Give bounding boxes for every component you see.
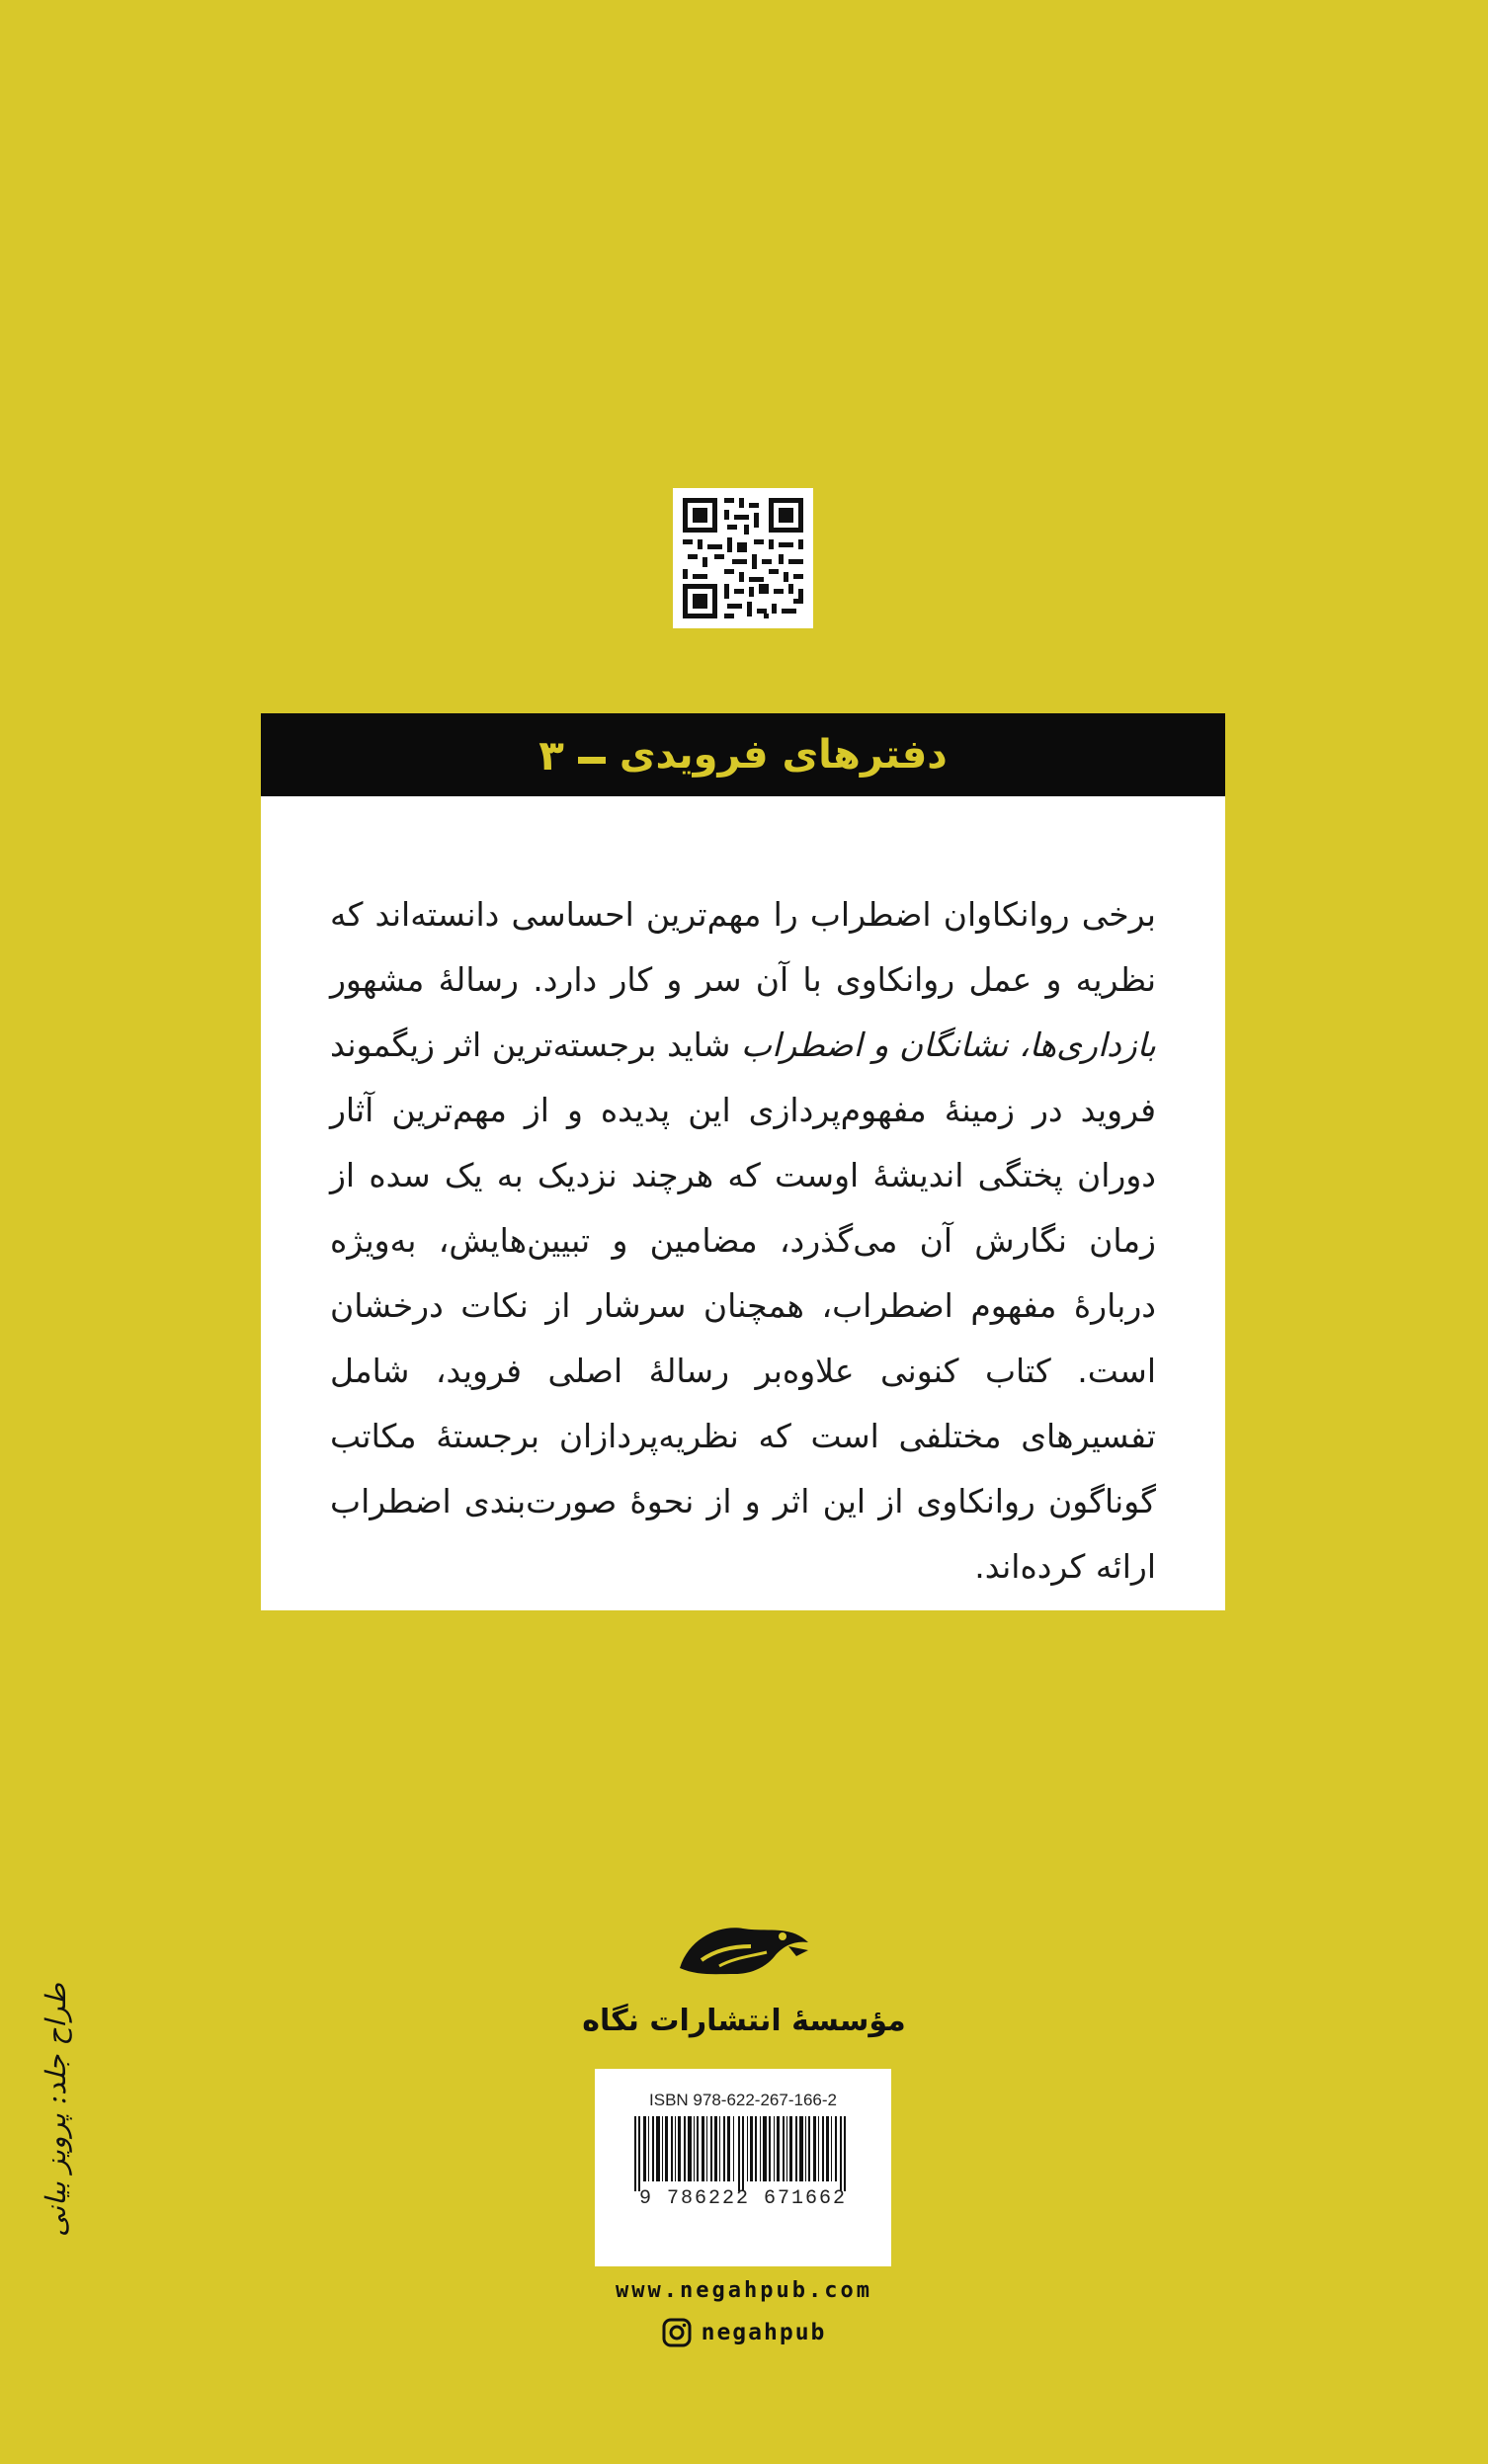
series-title: دفترهای فرویدی	[619, 732, 948, 778]
isbn-barcode	[595, 2069, 891, 2266]
publisher-logo-icon	[672, 1917, 814, 1986]
cover-designer-credit: طراح جلد: پرویز بیانی	[40, 1983, 72, 2237]
qr-code	[673, 488, 813, 628]
description-panel	[261, 713, 1225, 1610]
publisher-name: مؤسسهٔ انتشارات نگاه	[582, 2004, 906, 2038]
book-title-italic: بازداری‌ها، نشانگان و اضطراب	[741, 1026, 1156, 1064]
instagram-handle: negahpub	[701, 2320, 827, 2345]
instagram-icon	[662, 2318, 692, 2347]
publisher-logo-graphic	[672, 1917, 814, 1986]
publisher-website: www.negahpub.com	[616, 2278, 872, 2303]
isbn-number: ISBN 978-622-267-166-2	[649, 2091, 837, 2109]
qr-code-graphic	[673, 488, 813, 628]
instagram-link	[494, 2318, 994, 2347]
description-part-2: شاید برجسته‌ترین اثر زیگموند فروید در زمینهٔ مفهوم‌پردازی این پدیده و از مهم‌ترین آثار دوران پختگی اندیشهٔ اوست که هرچند نزدیک به یک سده از زمان نگارش آن می‌گذرد، مضامین و تبیین‌هایش، به‌ویژه دربارهٔ مفهوم اضطراب، همچنان سرشار از نکات درخشان است. کتاب کنونی علاوه‌بر رسالهٔ اصلی فروید، شامل تفسیرهای مختلفی است که نظریه‌پردازان برجستهٔ مکاتب گوناگون روانکاوی از این اثر و از نحوهٔ صورت‌بندی اضطراب ارائه کرده‌اند.	[330, 1026, 1156, 1586]
barcode-digits: 9 786222 671662	[638, 2187, 848, 2210]
series-header	[261, 713, 1225, 796]
barcode-bars	[634, 2116, 852, 2191]
series-number: ۳	[538, 730, 564, 780]
description-part-1: برخی روانکاوان اضطراب را مهم‌ترین احساسی دانسته‌اند که نظریه و عمل روانکاوی با آن سر و کار دارد. رسالهٔ مشهور	[330, 895, 1156, 999]
description-text	[330, 882, 1156, 1600]
series-dash	[578, 757, 606, 764]
